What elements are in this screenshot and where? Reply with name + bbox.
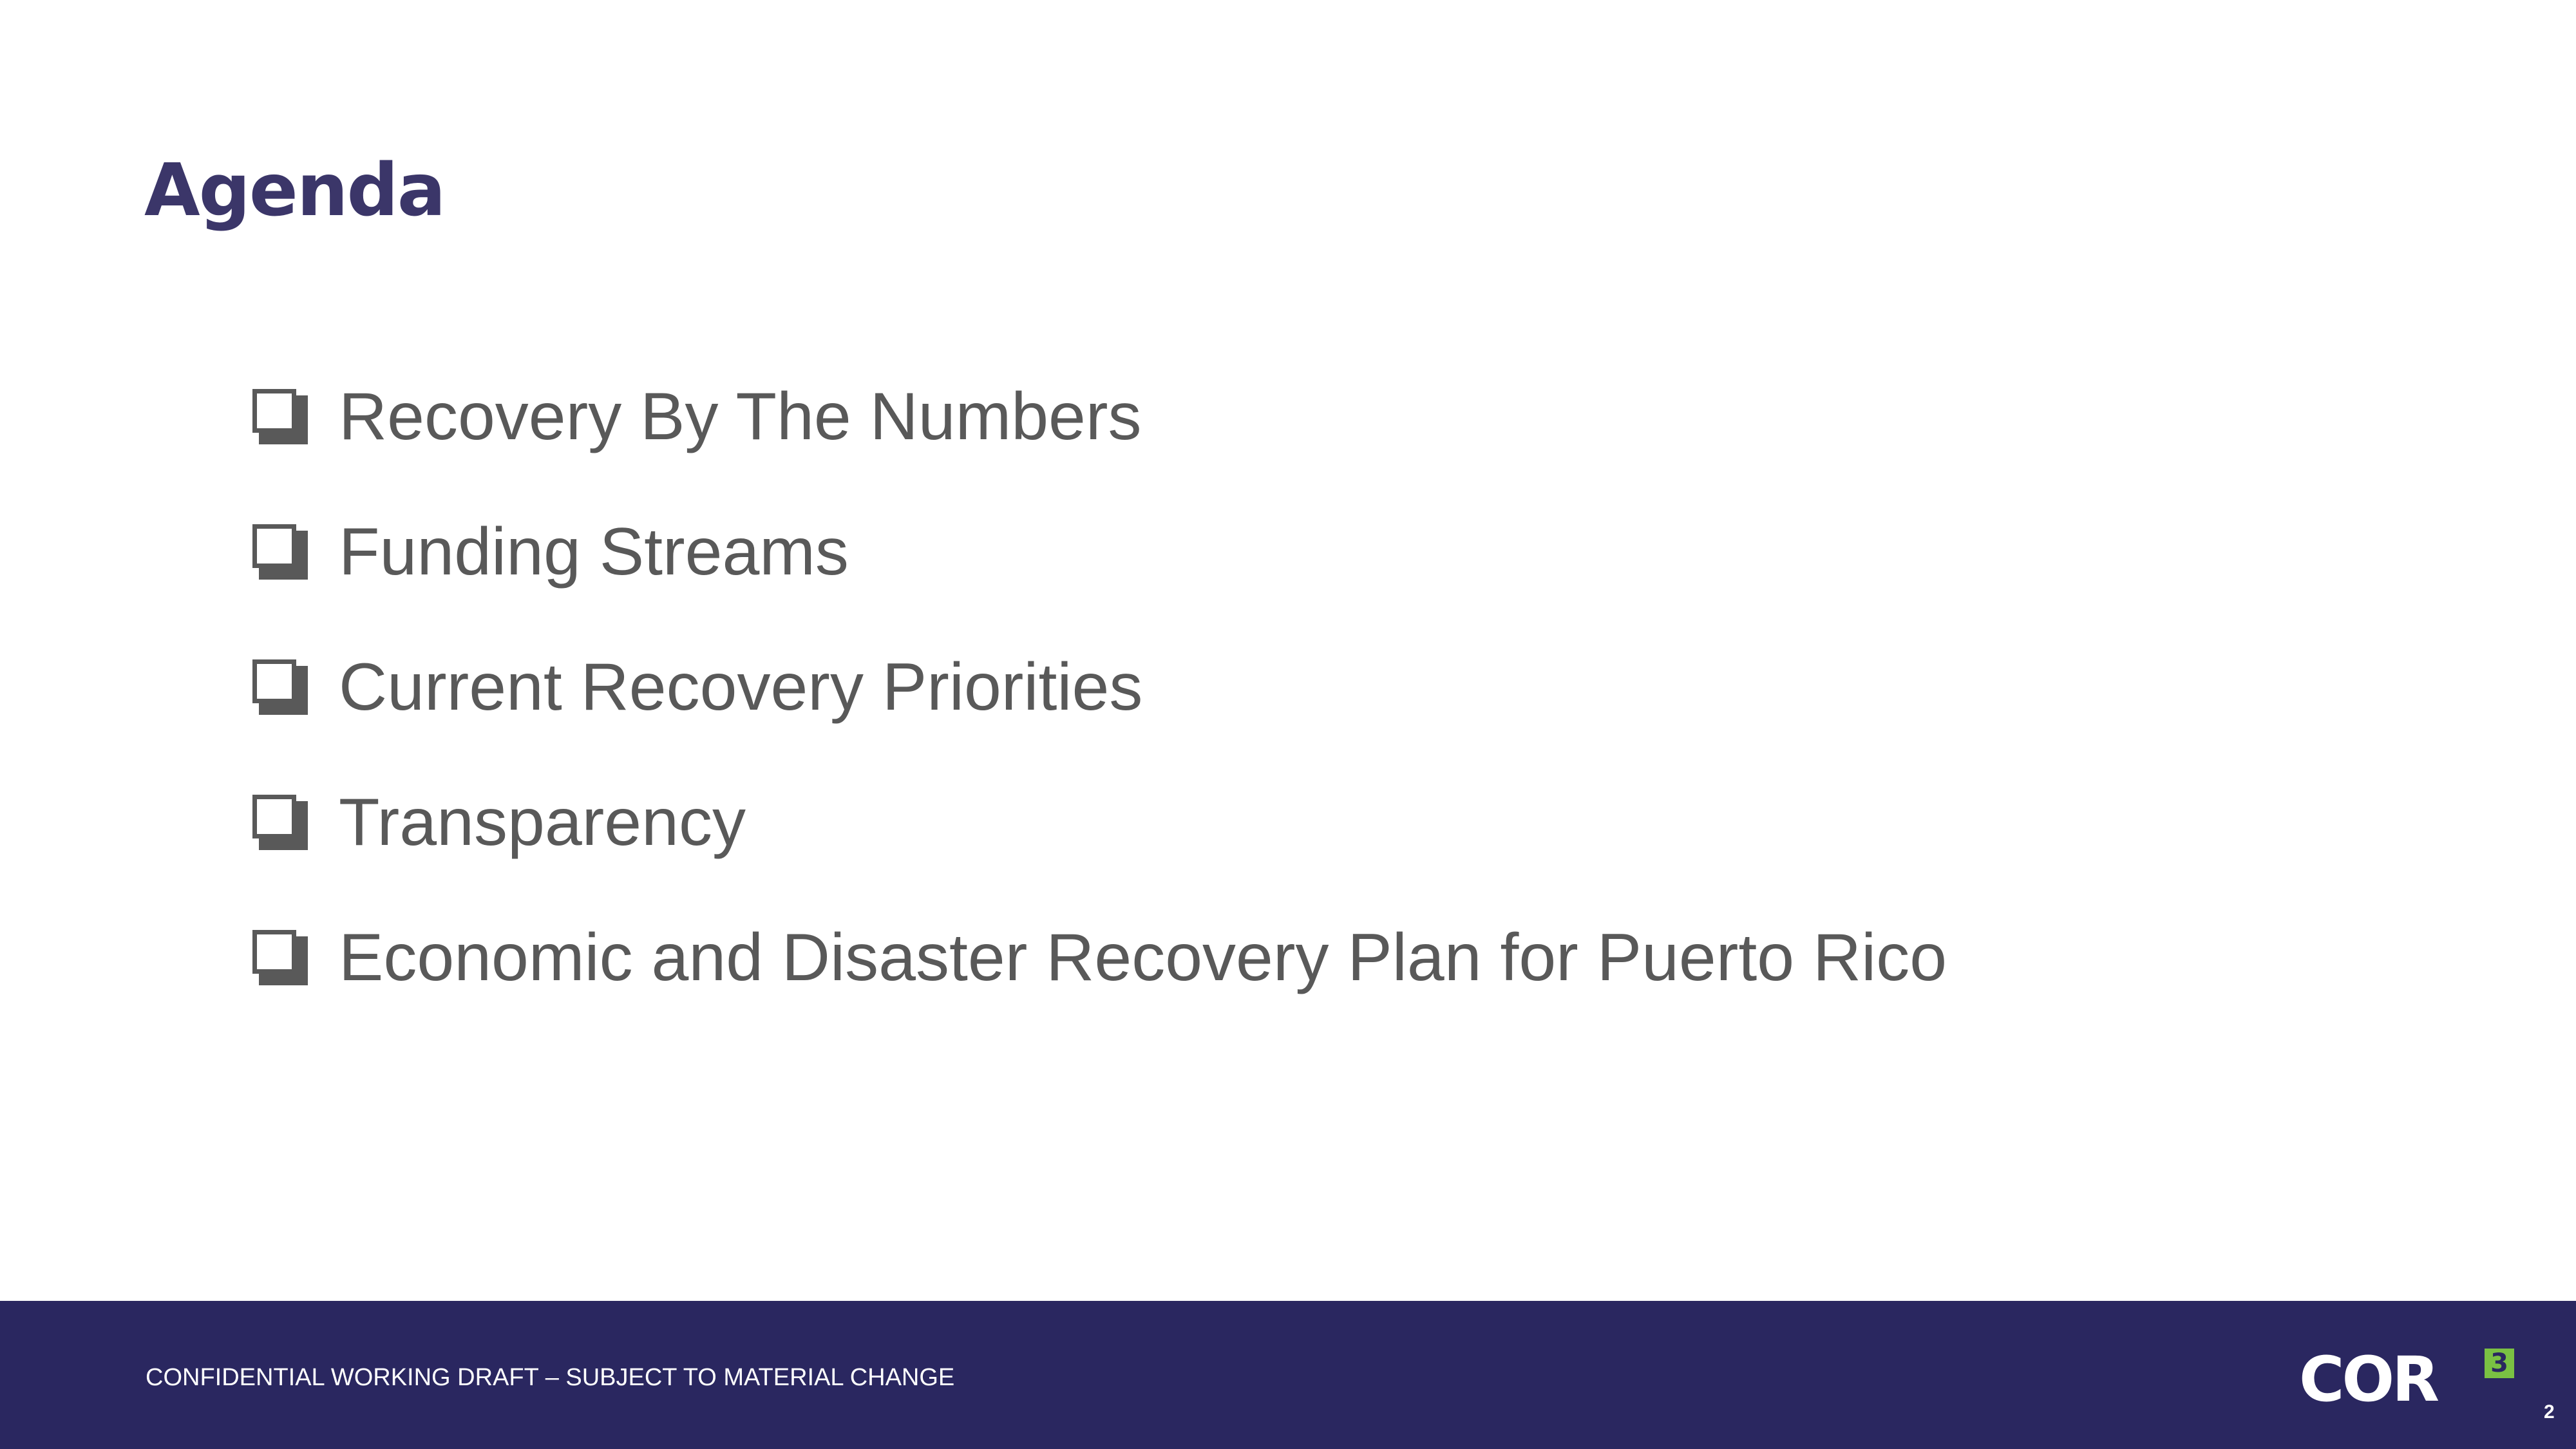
checkbox-icon <box>252 930 308 985</box>
agenda-list <box>252 349 1947 1025</box>
footer-bar <box>0 1301 2576 1449</box>
confidential-notice: CONFIDENTIAL WORKING DRAFT – SUBJECT TO MATERIAL CHANGE <box>146 1364 955 1391</box>
page-number: 2 <box>2544 1401 2555 1423</box>
logo-text: COR <box>2299 1343 2437 1416</box>
agenda-item <box>252 484 1947 620</box>
checkbox-icon <box>252 524 308 580</box>
agenda-item <box>252 349 1947 484</box>
agenda-item <box>252 620 1947 755</box>
agenda-item-label: Recovery By The Numbers <box>339 379 1142 454</box>
agenda-item-label: Current Recovery Priorities <box>339 650 1143 724</box>
agenda-item-label: Funding Streams <box>339 515 849 589</box>
checkbox-icon <box>252 659 308 715</box>
agenda-item-label: Economic and Disaster Recovery Plan for Puerto Rico <box>339 920 1947 995</box>
cor3-logo <box>2299 1343 2518 1416</box>
agenda-item <box>252 755 1947 890</box>
checkbox-icon <box>252 389 308 444</box>
agenda-item <box>252 890 1947 1025</box>
agenda-item-label: Transparency <box>339 785 746 860</box>
slide-title: Agenda <box>144 149 445 232</box>
checkbox-icon <box>252 795 308 850</box>
logo-superscript: 3 <box>2485 1349 2514 1378</box>
